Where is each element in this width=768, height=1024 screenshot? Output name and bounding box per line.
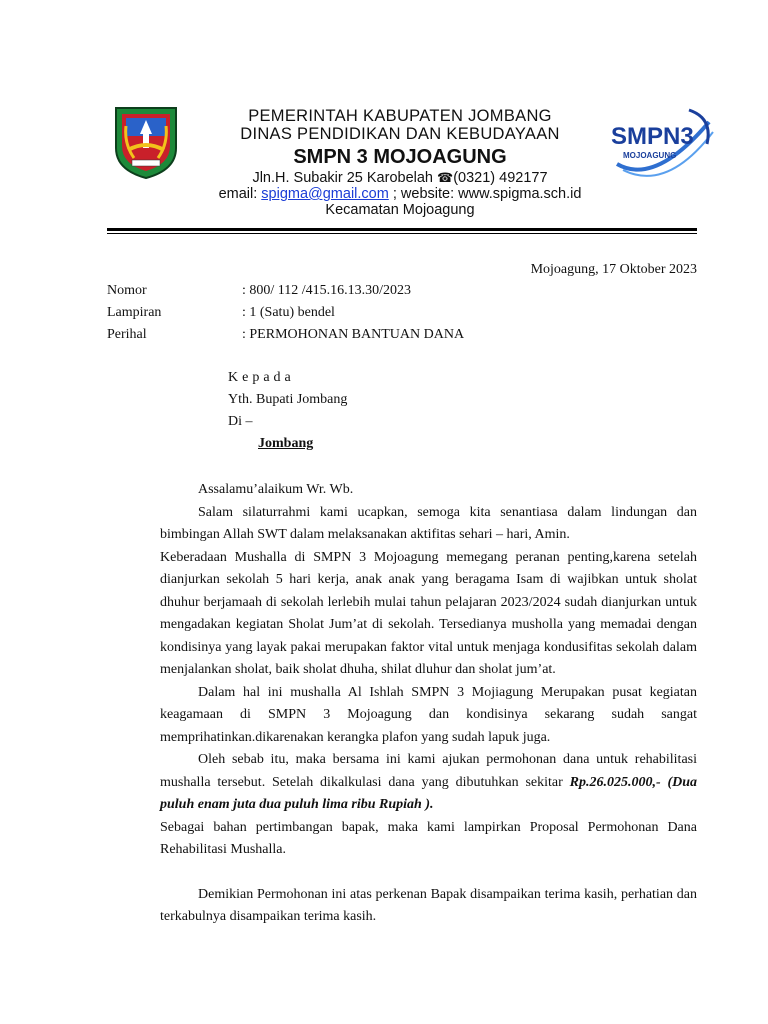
paragraph-opening: Salam silaturrahmi kami ucapkan, semoga kita senantiasa dalam lindungan dan bimbingan Allah SWT dalam melaksanakan aktifitas sehari – hari, Amin. [160,504,697,542]
paragraph-request [160,749,697,817]
paragraph-condition: Dalam hal ini mushalla Al Ishlah SMPN 3 Mojiagung Merupakan pusat kegiatan keagamaan di SMPN 3 Mojoagung dan kondisinya sekarang sudah sangat memprihatinkan.dikarenakan kerangka plafon yang sudah lapuk juga. [160,684,697,745]
recipient-di: Di – [228,414,253,429]
department-line: DINAS PENDIDIKAN DAN KEBUDAYAAN [240,125,560,143]
recipient-name: Yth. Bupati Jombang [228,392,348,407]
greeting: Assalamu’alaikum Wr. Wb. [198,482,354,497]
contact-line [200,186,600,202]
letterhead [0,0,768,240]
meta-label: Nomor [107,283,147,298]
school-logo-text: SMPN3 [611,123,694,150]
jombang-regency-emblem-icon [112,104,180,180]
school-name: SMPN 3 MOJOAGUNG [293,146,507,168]
website-text: ; website: www.spigma.sch.id [388,186,582,202]
recipient-kepada: Kepada [228,370,295,385]
school-logo-subtext: MOJOAGUNG [623,151,677,160]
meta-value: : PERMOHONAN BANTUAN DANA [242,327,465,342]
meta-value: : 1 (Satu) bendel [242,305,335,320]
meta-label: Perihal [107,327,147,342]
address-line [200,170,600,186]
phone-icon: ☎ [437,170,454,185]
meta-row-perihal [107,324,464,346]
letterhead-text [200,107,600,218]
phone-number: (0321) 492177 [453,170,548,186]
paragraph-gap [160,862,697,884]
letter-date: Mojoagung, 17 Oktober 2023 [530,262,697,277]
request-amount: Rp.26.025.000,- (Dua puluh enam juta dua puluh lima ribu Rupiah ). [160,774,697,812]
letterhead-rule-thin [107,233,697,234]
email-label: email: [218,186,262,202]
email-link[interactable]: spigma@gmail.com [261,186,389,202]
meta-row-lampiran [107,302,464,324]
paragraph-background: Keberadaan Mushalla di SMPN 3 Mojoagung memegang peranan penting,karena setelah dianjurkan sekolah 5 hari kerja, anak anak yang beragama Isam di wajibkan untuk sholat dhuhur berjamaah di sekolah lerlebih mulai tahun pelajaran 2023/2024 sudah dianjurkan untuk mengadakan kegiatan Sholat Jum’at di sekolah. Tersedianya musholla yang memadai dengan kondisinya yang layak pakai merupakan faktor vital untuk menjaga kondusifitas sekolah dalam menjalankan sholat, baik sholat dhuha, shilat dluhur dan sholat jum’at. [160,549,697,677]
school-logo-icon [605,102,715,184]
meta-value: : 800/ 112 /415.16.13.30/2023 [242,283,412,298]
letter-body [160,479,697,929]
district-line: Kecamatan Mojoagung [325,202,475,218]
government-line: PEMERINTAH KABUPATEN JOMBANG [248,107,552,125]
recipient-city: Jombang [258,436,314,451]
meta-row-nomor [107,280,464,302]
recipient-block [228,367,347,455]
meta-label: Lampiran [107,305,162,320]
letter-meta [107,280,464,346]
paragraph-closing: Demikian Permohonan ini atas perkenan Bapak disampaikan terima kasih, perhatian dan terkabulnya disampaikan terima kasih. [160,886,697,924]
address-text: Jln.H. Subakir 25 Karobelah [252,170,438,186]
request-text: Oleh sebab itu, maka bersama ini kami ajukan permohonan dana untuk rehabilitasi mushalla tersebut. Setelah dikalkulasi dana yang dibutuhkan sekitar [160,752,697,790]
letterhead-rule-thick [107,228,697,231]
paragraph-attachment: Sebagai bahan pertimbangan bapak, maka kami lampirkan Proposal Permohonan Dana Rehabilitasi Mushalla. [160,819,697,857]
